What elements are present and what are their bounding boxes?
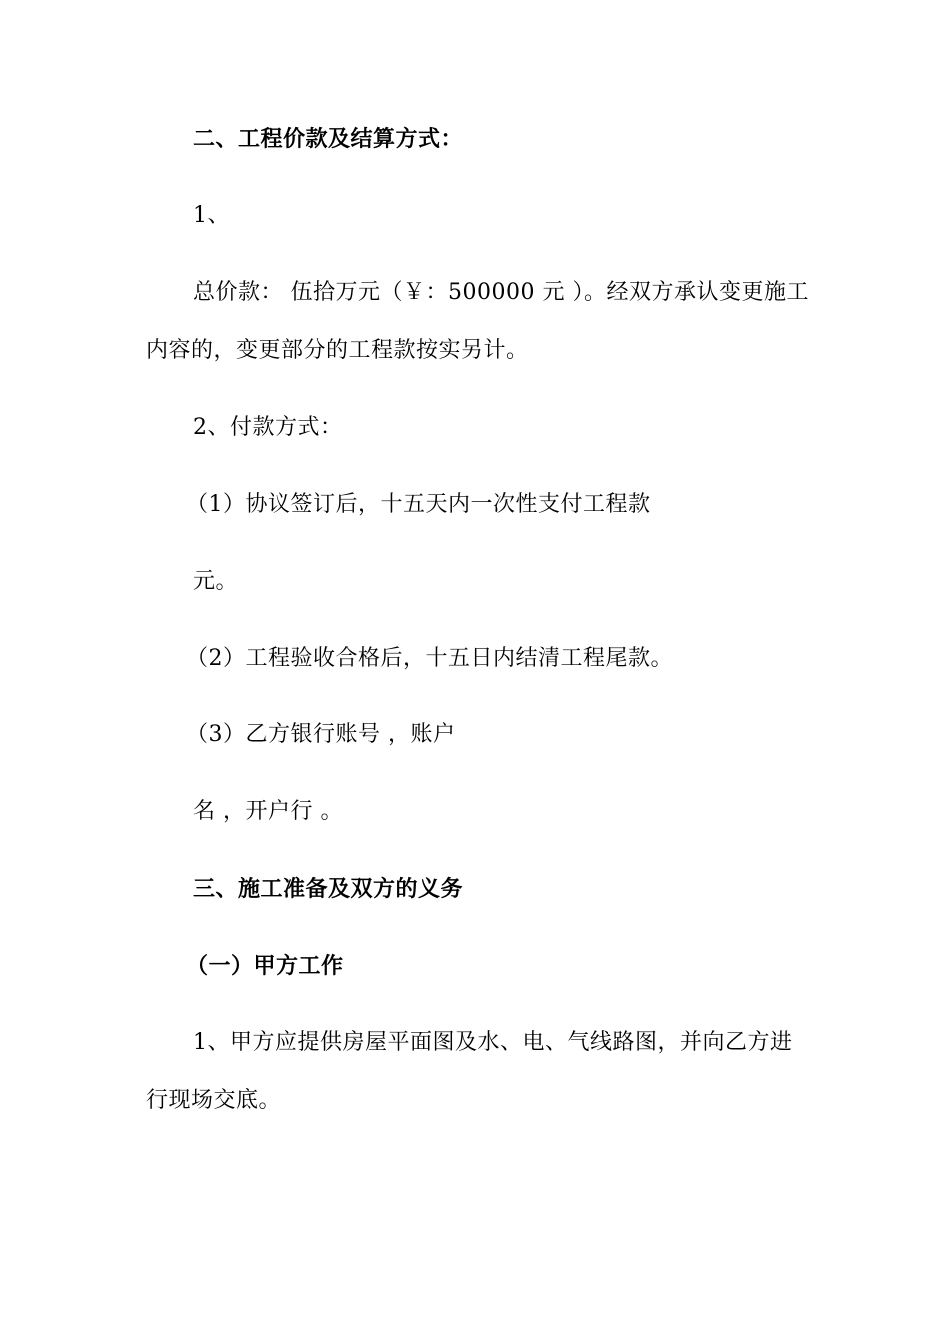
- payment-item-2: （2）工程验收合格后，十五日内结清工程尾款。: [186, 646, 673, 671]
- section-heading-price-settlement: 二、工程价款及结算方式：: [193, 126, 464, 152]
- item-number-1: 1、: [193, 203, 230, 228]
- section-heading-construction-duties: 三、施工准备及双方的义务: [193, 876, 464, 902]
- payment-item-1-line-2: 元。: [193, 569, 239, 594]
- party-a-work-heading: （一）甲方工作: [186, 953, 344, 979]
- payment-method-heading: 2、付款方式：: [193, 415, 343, 440]
- party-a-item-1-line-2: 行现场交底。: [146, 1088, 282, 1113]
- total-price-paragraph-line-2: 内容的，变更部分的工程款按实另计。: [146, 338, 529, 363]
- payment-item-1-line-1: （1）协议签订后，十五天内一次性支付工程款: [186, 492, 651, 517]
- payment-item-3-line-1: （3）乙方银行账号 ，账户: [186, 722, 456, 747]
- party-a-item-1-line-1: 1、甲方应提供房屋平面图及水、电、气线路图，并向乙方进: [193, 1030, 793, 1055]
- payment-item-3-line-2: 名 ，开户行 。: [193, 799, 343, 824]
- total-price-paragraph-line-1: 总价款： 伍拾万元（￥：500000 元 ）。经双方承认变更施工: [193, 280, 809, 305]
